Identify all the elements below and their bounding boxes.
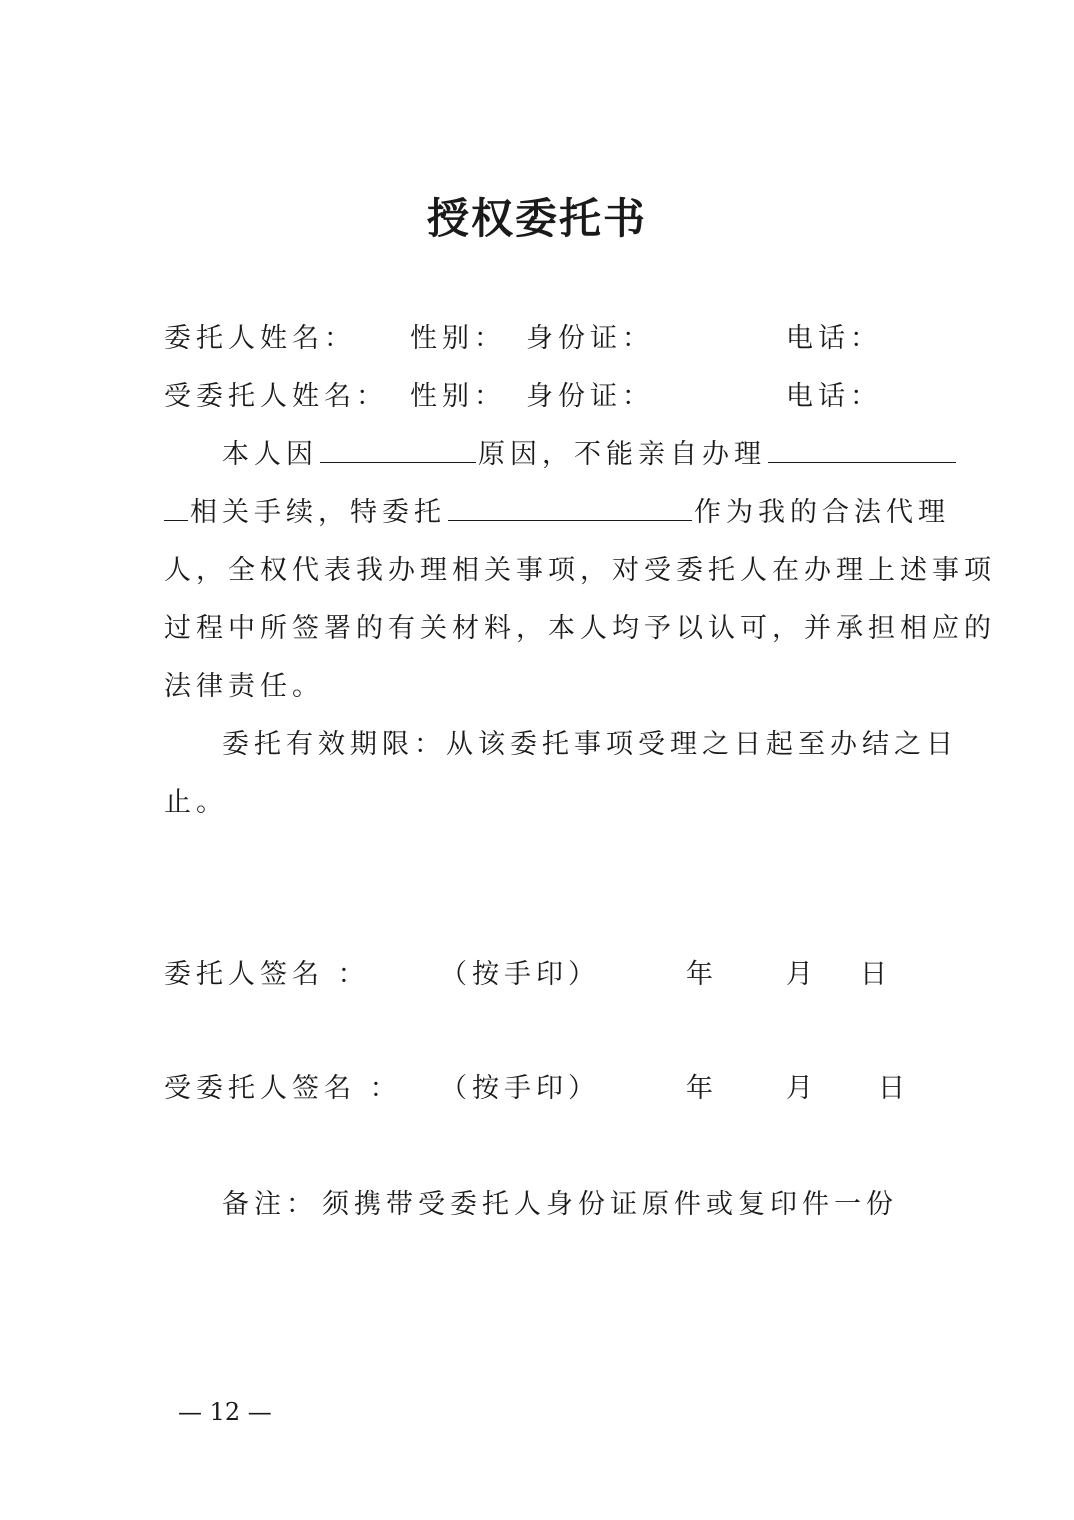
body-text: 作为我的合法代理 [694,497,950,528]
principal-id-label: 身份证： [526,323,654,354]
validity-line-2: 止。 [164,787,228,818]
agent-phone-label: 电话： [786,381,882,412]
body-line-3: 人，全权代表我办理相关事项，对受委托人在办理上述事项 [164,555,996,586]
agent-signature-label: 受委托人签名 ： [164,1073,402,1104]
body-text: 本人因 [222,439,318,470]
agent-gender-label: 性别： [410,381,506,412]
note-text: 须携带受委托人身份证原件或复印件一份 [322,1189,898,1220]
agent-name-label: 受委托人姓名： [164,381,388,412]
body-text: 相关手续，特委托 [190,497,446,528]
principal-fingerprint-label: （按手印） [440,959,600,990]
agent-month-label: 月 [786,1073,818,1104]
note-label: 备注： [222,1189,318,1220]
agent-fingerprint-label: （按手印） [440,1073,600,1104]
principal-name-label: 委托人姓名： [164,323,356,354]
principal-month-label: 月 [786,959,818,990]
matter-blank [768,434,956,463]
principal-phone-label: 电话： [786,323,882,354]
principal-signature-label: 委托人签名 ： [164,959,370,990]
page-number: — 12 — [178,1398,272,1426]
agent-blank [448,492,692,521]
body-line-4: 过程中所签署的有关材料，本人均予以认可，并承担相应的 [164,613,996,644]
body-line-1 [222,432,958,471]
reason-blank [320,434,476,463]
principal-gender-label: 性别： [410,323,506,354]
matter-blank-continued [164,492,188,521]
agent-day-label: 日 [878,1073,910,1104]
validity-line-1: 委托有效期限：从该委托事项受理之日起至办结之日 [222,729,958,760]
agent-year-label: 年 [686,1073,718,1104]
body-line-2 [164,490,950,529]
body-text: 原因，不能亲自办理 [478,439,766,470]
body-line-5: 法律责任。 [164,671,324,702]
agent-id-label: 身份证： [526,381,654,412]
principal-year-label: 年 [686,959,718,990]
document-title: 授权委托书 [426,194,647,243]
principal-day-label: 日 [860,959,892,990]
